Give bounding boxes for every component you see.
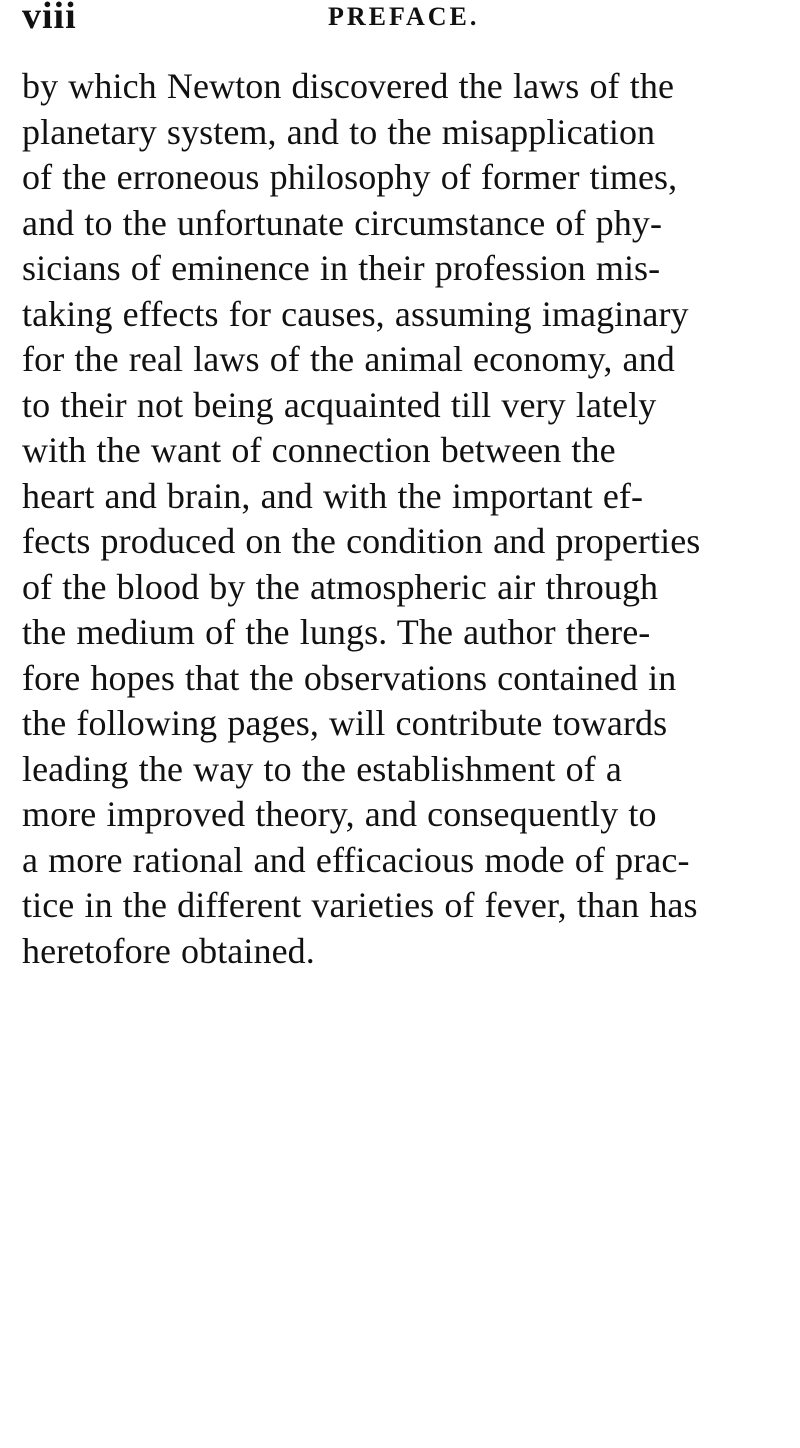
- text-line: a more rational and efficacious mode of prac-: [22, 839, 690, 880]
- text-line: with the want of connection between the: [22, 430, 616, 470]
- text-line: leading the way to the establishment of a: [22, 748, 622, 789]
- text-line: heart and brain, and with the important ef-: [22, 475, 644, 516]
- text-line: by which Newton discovered the laws of the: [22, 66, 675, 106]
- text-line: fore hopes that the observations contained in: [22, 657, 677, 698]
- text-line: the medium of the lungs. The author there-: [22, 612, 651, 652]
- text-line: tice in the different varieties of fever, than has: [22, 885, 698, 925]
- text-line: of the blood by the atmospheric air through: [22, 566, 659, 607]
- text-line: sicians of eminence in their profession mis-: [22, 248, 661, 288]
- text-line: more improved theory, and consequently to: [22, 794, 657, 834]
- preface-paragraph: [22, 64, 790, 974]
- text-line: planetary system, and to the misapplication: [22, 111, 656, 152]
- text-line: fects produced on the condition and properties: [22, 521, 701, 561]
- text-line: heretofore obtained.: [22, 930, 315, 971]
- text-line: the following pages, will contribute towards: [22, 703, 668, 743]
- text-line: taking effects for causes, assuming imaginary: [22, 293, 689, 334]
- running-head: [22, 0, 782, 44]
- running-title: PREFACE.: [328, 2, 480, 31]
- text-line: for the real laws of the animal economy, and: [22, 339, 675, 379]
- text-line: to their not being acquainted till very lately: [22, 384, 657, 425]
- text-line: and to the unfortunate circumstance of phy-: [22, 202, 663, 243]
- page-number: viii: [22, 0, 77, 37]
- text-line: of the erroneous philosophy of former times,: [22, 157, 678, 197]
